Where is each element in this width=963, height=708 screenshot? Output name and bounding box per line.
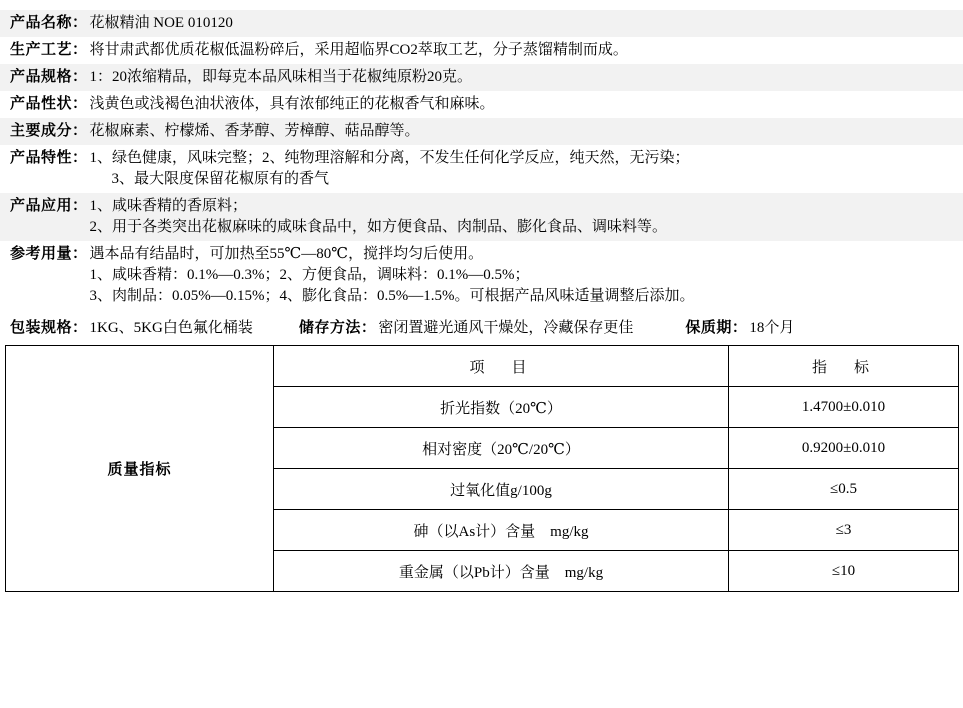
spec-row-line: 1：20浓缩精品，即每克本品风味相当于花椒纯原粉20克。: [89, 69, 473, 85]
spec-row-value: [88, 121, 963, 142]
quality-item-value: ≤0.5: [729, 469, 959, 510]
quality-item-name: 折光指数（20℃）: [274, 387, 729, 428]
spec-row-label: 生产工艺：: [10, 42, 88, 58]
spec-row-value: [88, 94, 963, 115]
spec-row-value: [88, 67, 963, 88]
spec-row-value: [88, 244, 963, 307]
spec-row-appearance: [0, 91, 963, 118]
spec-row-label: 产品名称：: [10, 15, 88, 31]
packaging-spec-value: 1KG、5KG白色氟化桶装: [89, 320, 253, 336]
packaging-spec-label: 包装规格：: [10, 320, 88, 336]
spec-row-label: 主要成分：: [10, 123, 88, 139]
storage-method-label: 储存方法：: [298, 320, 377, 336]
spec-row-line: 将甘肃武都优质花椒低温粉碎后，采用超临界CO2萃取工艺，分子蒸馏精制而成。: [89, 42, 628, 58]
shelf-life-group: [685, 316, 794, 337]
spec-row-label: 产品规格：: [10, 69, 88, 85]
quality-item-name: 相对密度（20℃/20℃）: [274, 428, 729, 469]
quality-item-value: 1.4700±0.010: [729, 387, 959, 428]
spec-row-specification: [0, 64, 963, 91]
spec-row-line: 1、咸味香精：0.1%—0.3%；2、方便食品，调味料：0.1%—0.5%；: [89, 267, 530, 283]
spec-row-product-name: [0, 10, 963, 37]
quality-item-name: 过氧化值g/100g: [274, 469, 729, 510]
shelf-life-value: 18个月: [749, 320, 795, 336]
spec-row-label: 产品应用：: [10, 198, 88, 214]
spec-row-line: 花椒麻素、柠檬烯、香茅醇、芳樟醇、萜品醇等。: [89, 123, 420, 139]
table-row: [6, 346, 959, 387]
spec-row-main-components: [0, 118, 963, 145]
quality-item-value: 0.9200±0.010: [729, 428, 959, 469]
spec-row-characteristics: [0, 145, 963, 193]
spec-row-line: 花椒精油 NOE 010120: [89, 15, 233, 31]
spec-row-line: 1、绿色健康，风味完整；2、纯物理溶解和分离，不发生任何化学反应，纯天然，无污染；: [89, 150, 690, 166]
spec-row-label: 参考用量：: [10, 246, 88, 262]
spec-row-line: 浅黄色或浅褐色油状液体，具有浓郁纯正的花椒香气和麻味。: [89, 96, 495, 112]
spec-row-line: 3、肉制品：0.05%—0.15%；4、膨化食品：0.5%—1.5%。可根据产品风味适量调整后添加。: [89, 288, 695, 304]
storage-method-group: [299, 316, 634, 337]
quality-index-table: [5, 345, 959, 592]
quality-item-value: ≤3: [729, 510, 959, 551]
spec-row-line: 遇本品有结晶时，可加热至55℃—80℃，搅拌均匀后使用。: [89, 246, 484, 262]
column-header-item: 项 目: [274, 346, 729, 387]
quality-item-name: 重金属（以Pb计）含量 mg/kg: [274, 551, 729, 592]
spec-row-line: 1、咸味香精的香原料；: [89, 198, 248, 214]
spec-row-list: [0, 0, 963, 310]
spec-row-value: [88, 196, 963, 238]
spec-row-value: [88, 13, 963, 34]
spec-row-dosage: [0, 241, 963, 310]
spec-row-value: [88, 40, 963, 61]
packaging-row: [0, 310, 963, 343]
spec-row-application: [0, 193, 963, 241]
spec-row-line: 2、用于各类突出花椒麻味的咸味食品中，如方便食品、肉制品、膨化食品、调味料等。: [89, 219, 668, 235]
column-header-index: 指 标: [729, 346, 959, 387]
packaging-spec-group: [10, 316, 253, 337]
spec-row-label: 产品性状：: [10, 96, 88, 112]
quality-item-name: 砷（以As计）含量 mg/kg: [274, 510, 729, 551]
spec-row-production-process: [0, 37, 963, 64]
shelf-life-label: 保质期：: [685, 320, 748, 336]
quality-index-title: 质量指标: [6, 346, 274, 592]
spec-row-label: 产品特性：: [10, 150, 88, 166]
storage-method-value: 密闭置避光通风干燥处，冷藏保存更佳: [378, 320, 634, 336]
spec-row-value: [88, 148, 963, 190]
spec-row-line: 3、最大限度保留花椒原有的香气: [111, 171, 330, 187]
quality-item-value: ≤10: [729, 551, 959, 592]
